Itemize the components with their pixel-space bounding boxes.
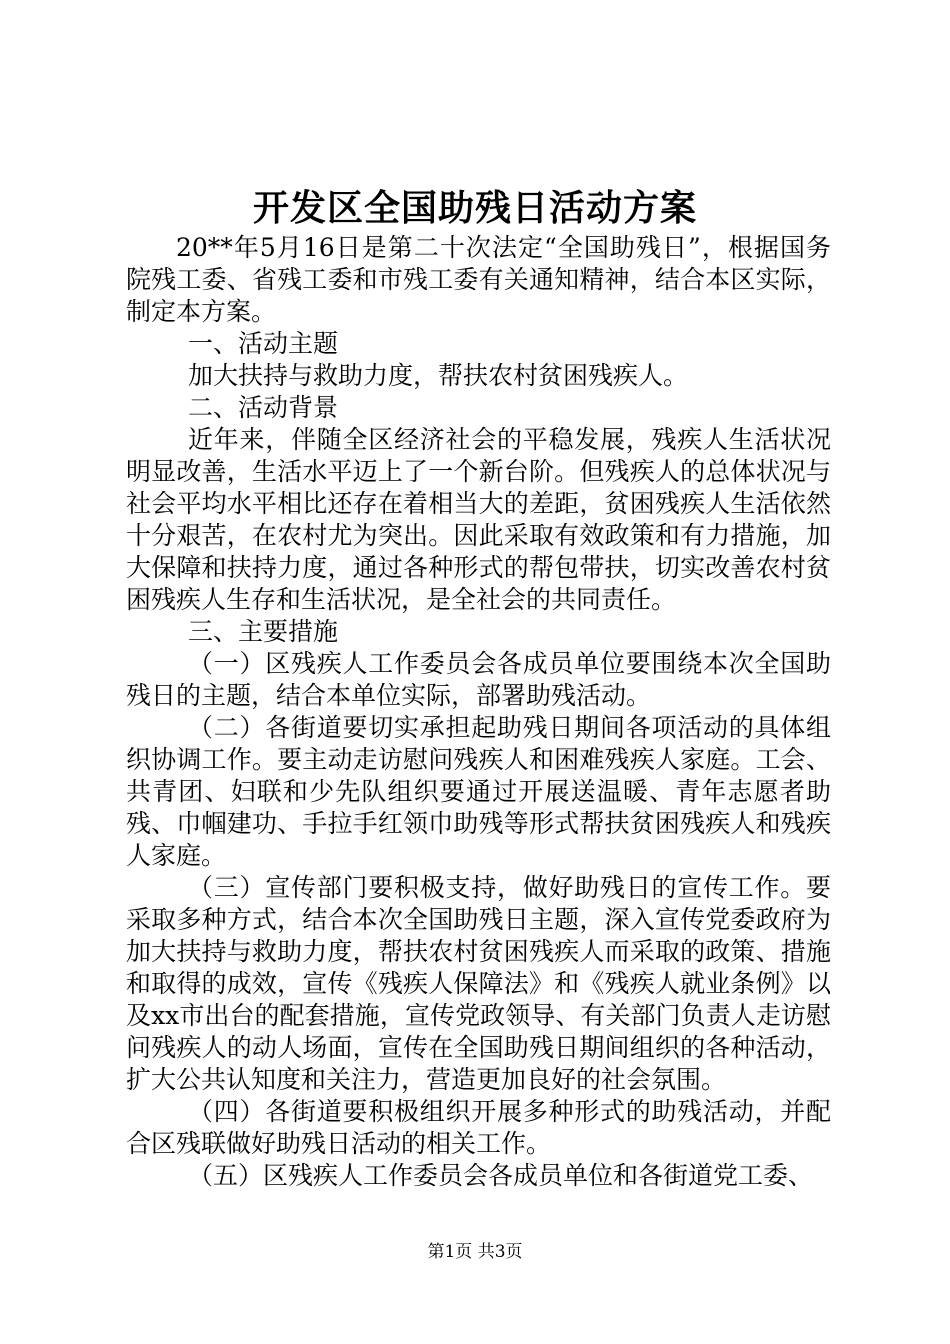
paragraph-measure-1: （一）区残疾人工作委员会各成员单位要围绕本次全国助残日的主题，结合本单位实际，部署助残活动。 bbox=[126, 649, 831, 710]
paragraph-measure-4: （四）各街道要积极组织开展多种形式的助残活动，并配合区残联做好助残日活动的相关工作。 bbox=[126, 1097, 831, 1158]
paragraph-intro: 20**年5月16日是第二十次法定“全国助残日”，根据国务院残工委、省残工委和市残工委有关通知精神，结合本区实际，制定本方案。 bbox=[126, 233, 831, 326]
heading-activity-theme: 一、活动主题 bbox=[188, 329, 339, 358]
heading-main-measures: 三、主要措施 bbox=[188, 617, 339, 646]
paragraph-measure-2: （二）各街道要切实承担起助残日期间各项活动的具体组织协调工作。要主动走访慰问残疾人和困难残疾人家庭。工会、共青团、妇联和少先队组织要通过开展送温暖、青年志愿者助残、巾帼建功、手拉手红领巾助残等形式帮扶贫困残疾人和残疾人家庭。 bbox=[126, 713, 831, 870]
page-number-footer: 第1页 共3页 bbox=[427, 1242, 523, 1262]
paragraph-measure-3: （三）宣传部门要积极支持，做好助残日的宣传工作。要采取多种方式，结合本次全国助残日主题，深入宣传党委政府为加大扶持与救助力度，帮扶农村贫困残疾人而采取的政策、措施和取得的成效，宣传《残疾人保障法》和《残疾人就业条例》以及xx市出台的配套措施，宣传党政领导、有关部门负责人走访慰问残疾人的动人场面，宣传在全国助残日期间组织的各种活动，扩大公共认知度和关注力，营造更加良好的社会氛围。 bbox=[126, 873, 831, 1094]
document-body bbox=[126, 232, 831, 1192]
document-title: 开发区全国助残日活动方案 bbox=[252, 187, 697, 229]
paragraph-theme: 加大扶持与救助力度，帮扶农村贫困残疾人。 bbox=[188, 361, 689, 390]
heading-activity-background: 二、活动背景 bbox=[188, 393, 339, 422]
paragraph-background: 近年来，伴随全区经济社会的平稳发展，残疾人生活状况明显改善，生活水平迈上了一个新台阶。但残疾人的总体状况与社会平均水平相比还存在着相当大的差距，贫困残疾人生活依然十分艰苦，在农村尤为突出。因此采取有效政策和有力措施，加大保障和扶持力度，通过各种形式的帮包带扶，切实改善农村贫困残疾人生存和生活状况，是全社会的共同责任。 bbox=[126, 425, 831, 614]
paragraph-measure-5: （五）区残疾人工作委员会各成员单位和各街道党工委、 bbox=[188, 1161, 814, 1190]
